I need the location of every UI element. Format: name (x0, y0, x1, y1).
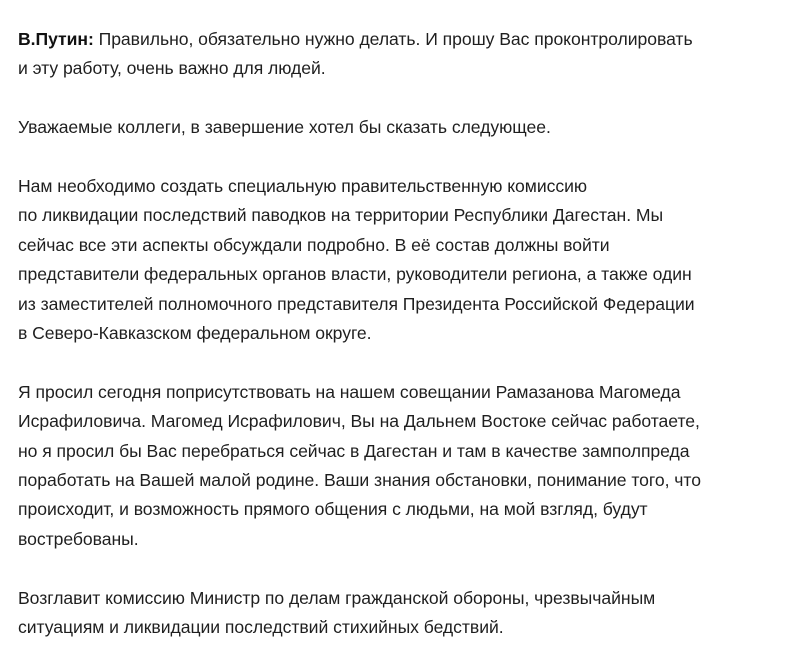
paragraph-3-line-3: сейчас все эти аспекты обсуждали подробно. В её состав должны войти (18, 234, 610, 255)
paragraph-1-line-1 (18, 25, 758, 54)
paragraph-3-line-5: из заместителей полномочного представителя Президента Российской Федерации (18, 293, 695, 314)
paragraph-3 (18, 172, 758, 348)
paragraph-4-line-4: поработать на Вашей малой родине. Ваши знания обстановки, понимание того, что (18, 470, 701, 491)
paragraph-4 (18, 378, 758, 554)
paragraph-5 (18, 584, 758, 643)
paragraph-3-line-1: Нам необходимо создать специальную правительственную комиссию (18, 176, 588, 196)
paragraph-1 (18, 25, 758, 84)
paragraph-4-line-1: Я просил сегодня поприсутствовать на нашем совещании Рамазанова Магомеда (18, 381, 681, 402)
paragraph-5-line-1: Возглавит комиссию Министр по делам гражданской обороны, чрезвычайным (18, 587, 656, 608)
paragraph-4-line-2: Исрафиловича. Магомед Исрафилович, Вы на Дальнем Востоке сейчас работаете, (18, 411, 700, 432)
paragraph-2 (18, 113, 758, 142)
speaker-name: В.Путин: (18, 29, 94, 49)
paragraph-4-line-5: происходит, и возможность прямого общения с людьми, на мой взгляд, будут (18, 499, 648, 520)
paragraph-3-line-6: в Северо-Кавказском федеральном округе. (18, 323, 372, 344)
paragraph-3-line-4: представители федеральных органов власти, руководители региона, а также один (18, 264, 692, 285)
paragraph-3-line-2: по ликвидации последствий паводков на территории Республики Дагестан. Мы (18, 205, 664, 226)
paragraph-1-line-1-text: Правильно, обязательно нужно делать. И прошу Вас проконтролировать (93, 29, 693, 49)
paragraph-4-line-3: но я просил бы Вас перебраться сейчас в Дагестан и там в качестве замполпреда (18, 440, 690, 461)
paragraph-4-line-6: востребованы. (18, 528, 139, 549)
paragraph-5-line-2: ситуациям и ликвидации последствий стихийных бедствий. (18, 617, 504, 638)
transcript-article (18, 25, 758, 642)
paragraph-2-line-1: Уважаемые коллеги, в завершение хотел бы сказать следующее. (18, 117, 551, 138)
paragraph-1-line-2: и эту работу, очень важно для людей. (18, 58, 326, 79)
